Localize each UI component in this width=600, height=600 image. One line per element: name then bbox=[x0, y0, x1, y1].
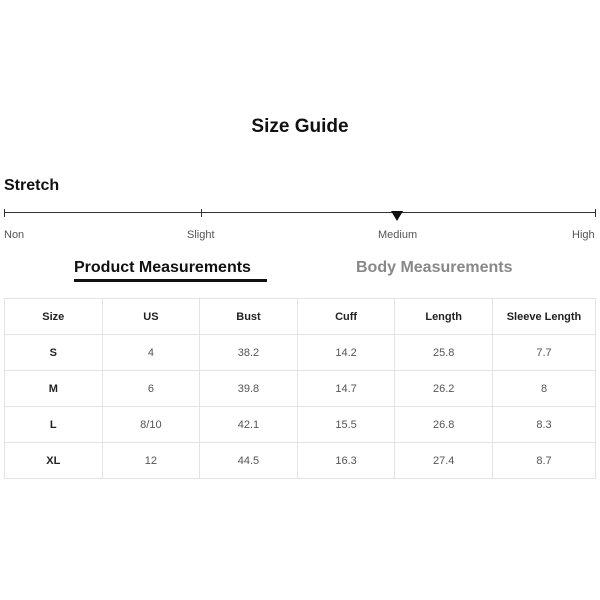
cell-sleeve-length: 8 bbox=[493, 371, 596, 407]
header-us: US bbox=[102, 299, 200, 335]
cell-cuff: 15.5 bbox=[297, 407, 395, 443]
header-size: Size bbox=[5, 299, 103, 335]
cell-size: L bbox=[5, 407, 103, 443]
cell-sleeve-length: 8.3 bbox=[493, 407, 596, 443]
cell-us: 6 bbox=[102, 371, 200, 407]
cell-us: 12 bbox=[102, 443, 200, 479]
cell-cuff: 14.2 bbox=[297, 335, 395, 371]
header-sleeve-length: Sleeve Length bbox=[493, 299, 596, 335]
stretch-scale-line bbox=[4, 212, 596, 213]
cell-length: 26.8 bbox=[395, 407, 493, 443]
cell-bust: 44.5 bbox=[200, 443, 298, 479]
cell-cuff: 14.7 bbox=[297, 371, 395, 407]
cell-bust: 42.1 bbox=[200, 407, 298, 443]
active-tab-underline bbox=[74, 279, 267, 282]
cell-size: S bbox=[5, 335, 103, 371]
page-title: Size Guide bbox=[251, 116, 349, 137]
tab-body-measurements[interactable]: Body Measurements bbox=[356, 259, 513, 276]
header-length: Length bbox=[395, 299, 493, 335]
stretch-level-non: Non bbox=[4, 229, 25, 241]
header-bust: Bust bbox=[200, 299, 298, 335]
table-row bbox=[5, 407, 596, 443]
stretch-tick-slight bbox=[201, 209, 202, 217]
cell-size: XL bbox=[5, 443, 103, 479]
cell-sleeve-length: 7.7 bbox=[493, 335, 596, 371]
cell-length: 27.4 bbox=[395, 443, 493, 479]
cell-sleeve-length: 8.7 bbox=[493, 443, 596, 479]
header-cuff: Cuff bbox=[297, 299, 395, 335]
cell-bust: 39.8 bbox=[200, 371, 298, 407]
stretch-level-slight: Slight bbox=[187, 229, 215, 241]
cell-us: 8/10 bbox=[102, 407, 200, 443]
stretch-level-high: High bbox=[572, 229, 595, 241]
table-row bbox=[5, 443, 596, 479]
stretch-tick-non bbox=[4, 209, 5, 217]
cell-cuff: 16.3 bbox=[297, 443, 395, 479]
cell-length: 25.8 bbox=[395, 335, 493, 371]
stretch-tick-high bbox=[595, 209, 596, 217]
stretch-level-medium: Medium bbox=[378, 229, 418, 241]
cell-size: M bbox=[5, 371, 103, 407]
cell-bust: 38.2 bbox=[200, 335, 298, 371]
stretch-label: Stretch bbox=[4, 177, 60, 194]
stretch-selected-marker-icon bbox=[391, 211, 403, 221]
table-row bbox=[5, 371, 596, 407]
table-header-row bbox=[5, 299, 596, 335]
cell-length: 26.2 bbox=[395, 371, 493, 407]
size-table bbox=[4, 298, 596, 479]
tab-product-measurements[interactable]: Product Measurements bbox=[74, 259, 251, 276]
table-row bbox=[5, 335, 596, 371]
cell-us: 4 bbox=[102, 335, 200, 371]
